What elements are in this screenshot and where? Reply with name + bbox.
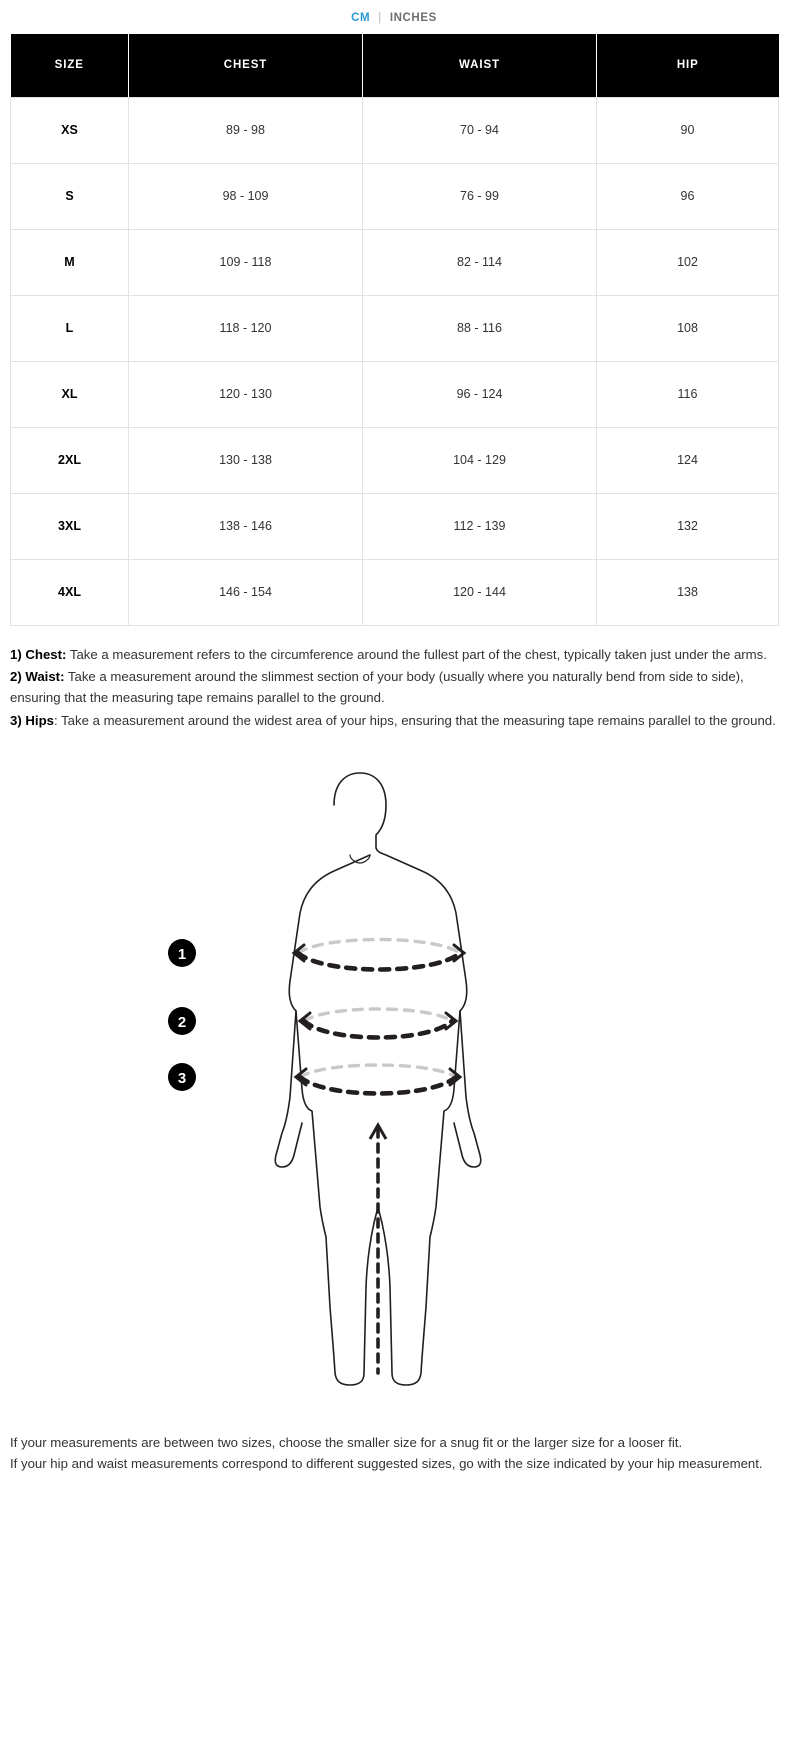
table-row xyxy=(11,97,779,163)
table-row xyxy=(11,493,779,559)
marker-2-label: 2 xyxy=(177,1014,187,1031)
cell-chest: 109 - 118 xyxy=(129,229,363,295)
table-row xyxy=(11,361,779,427)
cell-size: 4XL xyxy=(11,559,129,625)
instruction-waist-text: Take a measurement around the slimmest section of your body (usually where you naturally bend from side to side), ensuring that the measuring tape remains parallel to the ground. xyxy=(10,668,744,706)
marker-1-label: 1 xyxy=(177,946,187,963)
cell-hip: 116 xyxy=(597,361,779,427)
cell-hip: 138 xyxy=(597,559,779,625)
size-chart-table xyxy=(10,34,779,626)
marker-3-label: 3 xyxy=(177,1070,187,1087)
instruction-waist xyxy=(10,666,778,709)
cell-hip: 90 xyxy=(597,97,779,163)
table-row xyxy=(11,559,779,625)
unit-separator: | xyxy=(378,12,382,24)
cell-hip: 96 xyxy=(597,163,779,229)
fit-advice-line-1: If your measurements are between two sizes, choose the smaller size for a snug fit or the larger size for a looser fit. xyxy=(10,1435,683,1450)
instruction-hips-text: : Take a measurement around the widest area of your hips, ensuring that the measuring tape remains parallel to the ground. xyxy=(53,712,776,728)
cell-hip: 132 xyxy=(597,493,779,559)
table-row xyxy=(11,295,779,361)
cell-waist: 112 - 139 xyxy=(363,493,597,559)
fit-advice-line-2: If your hip and waist measurements correspond to different suggested sizes, go with the size indicated by your hip measurement. xyxy=(10,1456,763,1472)
body-measurement-figure xyxy=(0,767,788,1402)
cell-chest: 138 - 146 xyxy=(129,493,363,559)
size-table-container xyxy=(0,34,788,626)
cell-chest: 118 - 120 xyxy=(129,295,363,361)
unit-toggle[interactable] xyxy=(0,0,788,34)
unit-option-inches[interactable]: INCHES xyxy=(389,12,437,24)
cell-chest: 89 - 98 xyxy=(129,97,363,163)
table-row xyxy=(11,229,779,295)
cell-chest: 98 - 109 xyxy=(129,163,363,229)
column-header-waist: WAIST xyxy=(363,34,597,97)
instruction-hips-label: 3) Hips xyxy=(10,712,54,728)
cell-hip: 108 xyxy=(597,295,779,361)
instruction-chest-label: 1) Chest: xyxy=(10,646,67,662)
cell-size: XL xyxy=(11,361,129,427)
cell-chest: 120 - 130 xyxy=(129,361,363,427)
cell-size: M xyxy=(11,229,129,295)
table-header-row xyxy=(11,34,779,97)
table-row xyxy=(11,427,779,493)
instruction-chest-text: Take a measurement refers to the circumference around the fullest part of the chest, typically taken just under the arms. xyxy=(66,646,767,662)
marker-group xyxy=(168,939,196,1091)
instruction-hips xyxy=(10,710,778,731)
cell-chest: 146 - 154 xyxy=(129,559,363,625)
column-header-hip: HIP xyxy=(597,34,779,97)
cell-waist: 104 - 129 xyxy=(363,427,597,493)
cell-chest: 130 - 138 xyxy=(129,427,363,493)
instruction-chest xyxy=(10,644,778,665)
fit-advice xyxy=(0,1402,788,1495)
table-header xyxy=(11,34,779,97)
cell-size: 3XL xyxy=(11,493,129,559)
body-outline-diagram xyxy=(164,767,624,1397)
cell-waist: 96 - 124 xyxy=(363,361,597,427)
unit-option-cm[interactable]: CM xyxy=(351,12,371,24)
cell-hip: 124 xyxy=(597,427,779,493)
cell-hip: 102 xyxy=(597,229,779,295)
cell-size: S xyxy=(11,163,129,229)
instruction-waist-label: 2) Waist: xyxy=(10,668,65,684)
column-header-size: SIZE xyxy=(11,34,129,97)
cell-waist: 76 - 99 xyxy=(363,163,597,229)
cell-waist: 70 - 94 xyxy=(363,97,597,163)
column-header-chest: CHEST xyxy=(129,34,363,97)
cell-waist: 88 - 116 xyxy=(363,295,597,361)
cell-waist: 120 - 144 xyxy=(363,559,597,625)
table-body xyxy=(11,97,779,625)
cell-waist: 82 - 114 xyxy=(363,229,597,295)
cell-size: XS xyxy=(11,97,129,163)
measurement-instructions xyxy=(0,626,788,732)
cell-size: L xyxy=(11,295,129,361)
table-row xyxy=(11,163,779,229)
cell-size: 2XL xyxy=(11,427,129,493)
